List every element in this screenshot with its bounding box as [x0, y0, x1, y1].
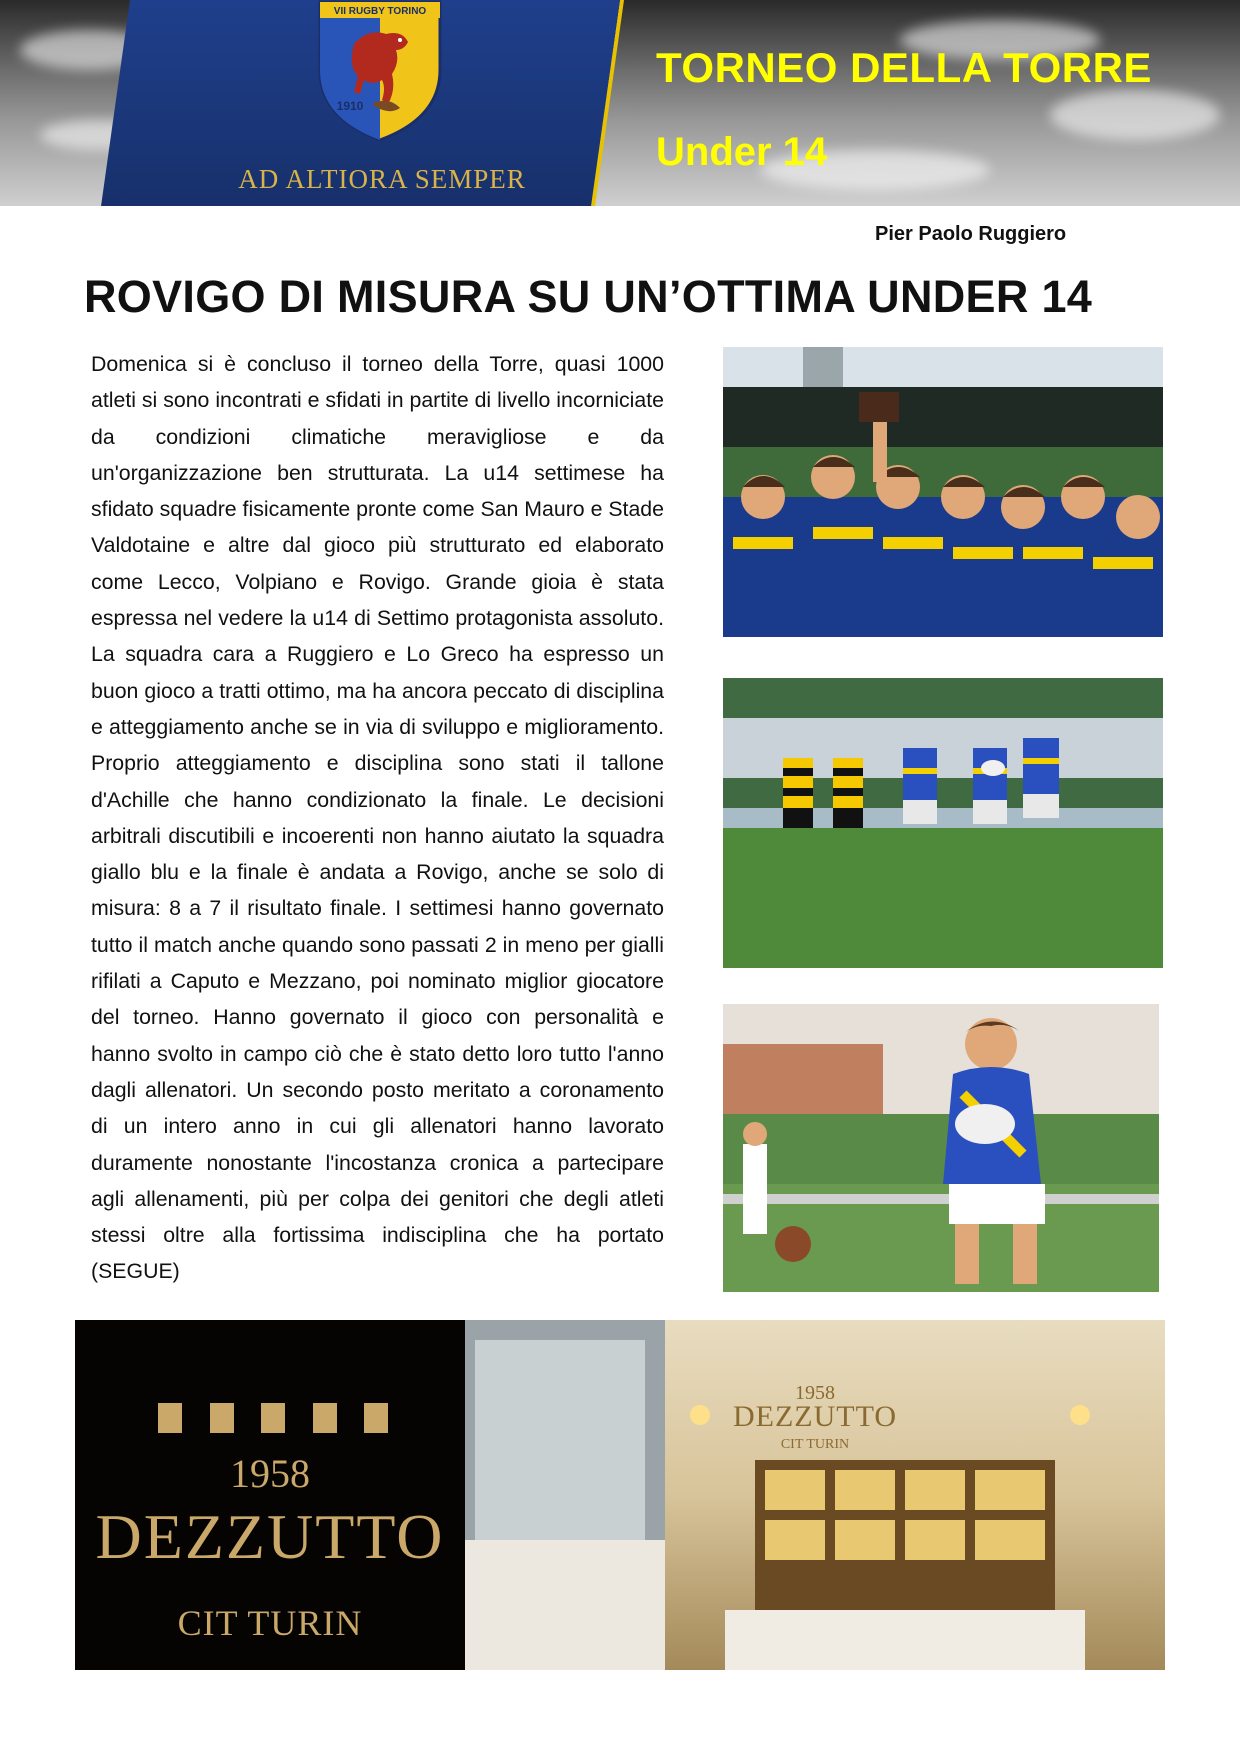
sponsor-city: CIT TURIN — [177, 1603, 363, 1643]
article-body: Domenica si è concluso il torneo della Torre, quasi 1000 atleti si sono incontrati e sfidati in partite di livello incorniciate da condizioni climatiche meravigliose e da un'organizzazione ben strutturata. La u14 settimese ha sfidato squadre fisicamente pronte come San Mauro e Stade Valdotaine e altre dal gioco più strutturato ed elaborato come Lecco, Volpiano e Rovigo. Grande gioia è stata espressa nel vedere la u14 di Settimo protagonista assoluto. La squadra cara a Ruggiero e Lo Greco ha espresso un buon gioco a tratti ottimo, ma ha ancora peccato di disciplina e atteggiamento anche se in via di sviluppo e miglioramento. Proprio atteggiamento e disciplina sono stati il tallone d'Achille che hanno condizionato la finale. Le decisioni arbitrali discutibili e incoerenti non hanno aiutato la squadra giallo blu e la finale è andata a Rovigo, anche se solo di misura: 8 a 7 il risultato finale. I settimesi hanno governato tutto il match anche quando sono passati 2 in meno per gialli rifilati a Caputo e Mezzano, poi nominato miglior giocatore del torneo. Hanno governato il gioco con personalità e hanno svolto in campo ciò che è stato detto loro tutto l'anno dagli allenatori. Un secondo posto meritato a coronamento di un intero anno in cui gli allenatori hanno lavorato duramente nonostante l'incostanza cronica a partecipare agli allenamenti, più per colpa dei genitori che degli atleti stessi oltre alla fortissima indisciplina che ha portato (SEGUE) — [91, 352, 664, 1284]
sponsor-advertisement — [75, 1320, 1165, 1670]
shop-sign-city: CIT TURIN — [780, 1437, 850, 1452]
shop-interior-photo — [465, 1320, 1165, 1670]
cloud-decoration — [1050, 90, 1220, 140]
club-motto: AD ALTIORA SEMPER — [238, 164, 526, 194]
team-celebration-photo — [723, 347, 1163, 637]
rugby-match-photo — [723, 678, 1163, 968]
article-author: Pier Paolo Ruggiero — [875, 223, 1067, 245]
sponsor-logo-bars — [158, 1403, 388, 1435]
header-banner — [0, 0, 1240, 206]
club-crest-logo — [316, 0, 444, 142]
player-running-photo — [723, 1004, 1159, 1292]
sponsor-logo-panel — [75, 1320, 465, 1670]
sponsor-year: 1958 — [230, 1451, 310, 1496]
crest-top-text: VII RUGBY TORINO — [333, 6, 427, 17]
article-headline: ROVIGO DI MISURA SU UN’OTTIMA UNDER 14 — [84, 271, 1093, 322]
sponsor-brand: DEZZUTTO — [95, 1501, 445, 1572]
event-category: Under 14 — [656, 130, 828, 174]
shop-sign-year: 1958 — [795, 1382, 835, 1404]
shop-sign-brand: DEZZUTTO — [732, 1400, 898, 1433]
crest-year: 1910 — [336, 99, 364, 113]
event-title: TORNEO DELLA TORRE — [656, 44, 1152, 91]
